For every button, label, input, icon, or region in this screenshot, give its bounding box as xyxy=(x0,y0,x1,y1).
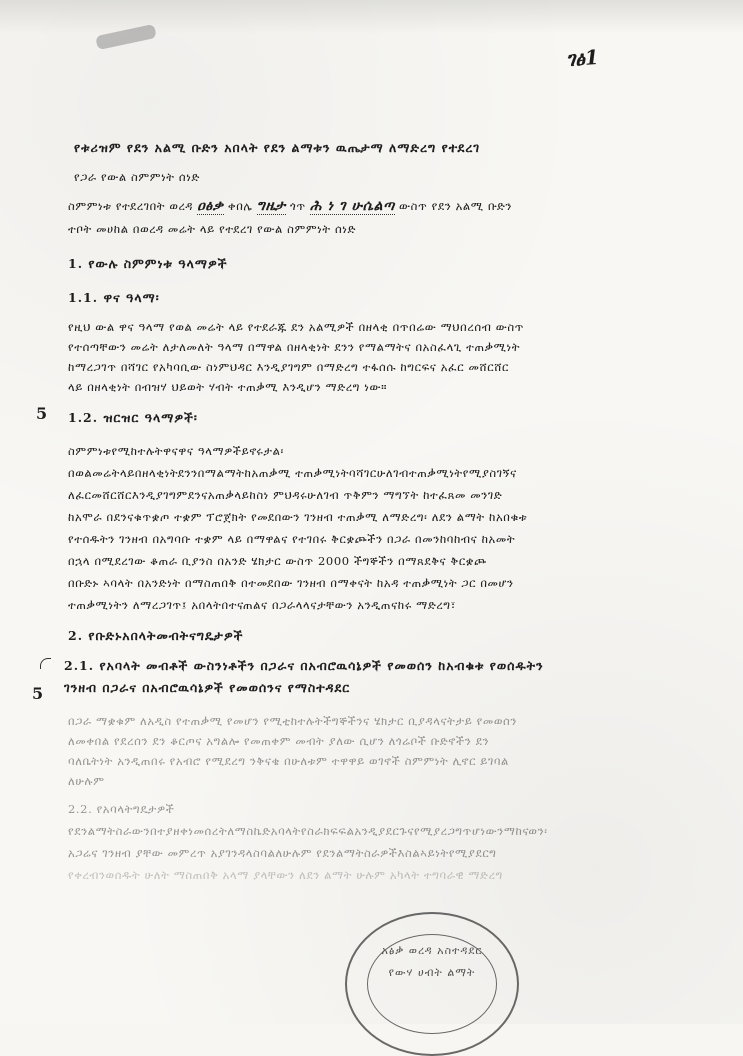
subsection-1-1-heading: 1.1. ዋና ዓላማ፡ xyxy=(68,290,160,305)
paragraph-1-2-line: ስምምነቱየሚከተሉትዋናዋና ዓላማዎችይኖሩታል፡ xyxy=(68,444,284,458)
subsection-1-2-heading: 1.2. ዝርዝር ዓላማዎች፡ xyxy=(68,410,198,425)
intro-prefix: ስምምነቱ የተደረገበት ወረዳ xyxy=(68,199,194,213)
paragraph-1-2-line: ለፈርመሸርሸርእንዲያገግምደንናአጠቃላይከስነ ምህዳሩሁለገብ ጥቅምን ማግኘት ከተፈጸመ መንገድ xyxy=(68,488,503,502)
intro-line-2: ተቦት መሀከል በወረዳ መሬት ላይ የተደረገ የውል ስምምነት ሰነድ xyxy=(68,222,357,236)
stamp-text-inner: የውሃ ሀብት ልማት xyxy=(388,966,476,979)
intro-got-label: ጎጥ xyxy=(290,199,306,213)
intro-suffix: ውስጥ የደን አልሚ ቡድን xyxy=(399,199,513,213)
paragraph-1-2-line: በኋላ በሚደረገው ቆጠራ ቢያንስ በአንድ ሄክታር ውስጥ 2000 ችግኞችን በማጸደቅና ቅርቋጮ xyxy=(68,554,487,568)
got-field: ሕ ነ ገ ሁሴልጣ xyxy=(310,198,395,214)
document-title-line-2: የጋራ የውል ስምምነት ሰነድ xyxy=(74,170,200,184)
margin-number: 5 xyxy=(36,404,48,423)
paragraph-1-2-line: በወልመሬትላይበዘላቂነትደንንበማልማትከአጠቃሚ ተጠቃሚነትባሻገርሁለገብተጠቃሚነትየሚያስገኝና xyxy=(68,466,517,480)
margin-bracket xyxy=(40,658,51,669)
section-1-heading: 1. የውሉ ስምምነቱ ዓላማዎች xyxy=(68,256,228,271)
page-number: ገፅ1 xyxy=(565,44,600,72)
subsection-2-2-heading: 2.2. የአባላትግዴታዎች xyxy=(68,802,175,816)
paragraph-2-1-line: ባለቤትነት አንዲጠበሩ የአብሮ የሚደረግ ንቅናቄ በሁለቱም ተዋዋይ ወገኖች ስምምነት ሊኖር ይገባል xyxy=(68,754,509,768)
paragraph-2-1-line: ለሁሉም xyxy=(68,774,105,788)
paragraph-2-2-line: የደንልማትስራውንበተያዘቀነመሰረትለማስኬድአባላትየስራክፍፍልአንዲያደርጉናየሚያረጋግጥሆነውንማከናወን፡ xyxy=(68,824,548,838)
scan-shadow xyxy=(0,0,743,34)
paragraph-1-1-line: ከማረጋገጥ በሻገር የአካባቢው ስነምህዳር እንዲያገግም በማድረግ ተፋሰሱ ከግርፍና አፈር መሸርሸር xyxy=(68,360,509,374)
intro-kebele-label: ቀበሌ xyxy=(227,199,253,213)
paragraph-1-2-line: በቡድኑ ኣባላት በአንድነት በማስጠበቅ በተመደበው ገንዘብ በማቀናት ከአዳ ተጠቃሚነት ጋር በመሆን xyxy=(68,576,514,590)
intro-line-1 xyxy=(68,198,688,215)
stamp-text-outer: አፅቃ ወረዳ አስተዳደር xyxy=(381,944,483,957)
woreda-field: ዐፅቃ xyxy=(197,198,224,214)
paragraph-2-1-line: ለመቀበል የደረሰን ደን ቆርጦና አግልሎ የመጠቀም መብት ያለው ሲሆን ለጎሬቦች ቡድኖችን ደን xyxy=(68,734,490,748)
paragraph-1-1-line: ላይ በዘላቂነት በብዝሃ ህይወት ሃብት ተጠቃሚ እንዲሆን ማድረግ ነው። xyxy=(68,380,388,394)
section-2-heading: 2. የቡድኑአበላትመብትናግዴታዎች xyxy=(68,628,244,643)
margin-number: 5 xyxy=(32,684,44,703)
paragraph-1-1-line: የተሰጣቸውን መሬት ለታለመለት ዓላማ በማዋል በዘላቂነት ደንን የማልማትና በአስፈላጊ ተጠቃሚነት xyxy=(68,340,521,354)
paragraph-2-2-line: የቀረብንወሰዱት ሁለት ማስጠበቅ አላማ ያላቸውን ለደን ልማት ሁሉም አካላት ተግባራዊ ማድረግ xyxy=(68,868,503,882)
paragraph-1-2-line: ተጠቃሚነትን ለማረጋገጥ፤ አበላትበተናጠልና በጋራላላናታቸውን አንዲጠናከሩ ማድረግ፣ xyxy=(68,598,456,612)
paragraph-1-1-line: የዚህ ውል ዋና ዓላማ የወል መሬት ላይ የተደራጁ ደን አልሚዎች በዘላቂ በጥበሬው ማህበረሰብ ውስጥ xyxy=(68,320,525,334)
official-stamp xyxy=(345,912,519,1056)
paragraph-1-2-line: ከአሞራ በደንናቁጥቋጦ ተቋም ፕሮጀክት የመደበውን ገንዘብ ተጠቃሚ ለማድረግ፡ ለደን ልማት ከአበቁቱ xyxy=(68,510,528,524)
kebele-field: ግዜታ xyxy=(256,198,286,214)
subsection-2-1-heading-cont: ገንዘብ በጋራና በአብሮዉሳኔዎች የመወሰንና የማስተዳደር xyxy=(64,680,351,695)
document-title-line-1: የቱሪዝም የደን አልሚ ቡድን አበላት የደን ልማቱን ዉጤታማ ለማድረግ የተደረገ xyxy=(74,140,481,155)
paragraph-1-2-line: የተሰዱትን ገንዘብ በአግባቡ ተቋም ላይ በማዋልና የተገበሩ ቅርቋጮችን በጋራ በመንከባከብና ከአመት xyxy=(68,532,516,546)
paragraph-2-1-line: በጋራ ማቋቁም ለአዲስ የተጠቃሚ የመሆን የሚቲከተሉትችግኞችንና ሄክታር ቢያዳላናትታይ የመወሰን xyxy=(68,714,518,728)
paragraph-2-2-line: አጋሬና ገንዘብ ያቸው መምረጥ አያገንዳላስባልለሁሉም የደንልማትስራዎችእስልኣይነትየሚያደርግ xyxy=(68,846,497,860)
subsection-2-1-heading: 2.1. የአባላት መብቶች ውስንነቶችን በጋራና በአብሮዉሳኔዎች የመወሰን ከአብቁቱ የወሰዱትን xyxy=(64,658,544,673)
